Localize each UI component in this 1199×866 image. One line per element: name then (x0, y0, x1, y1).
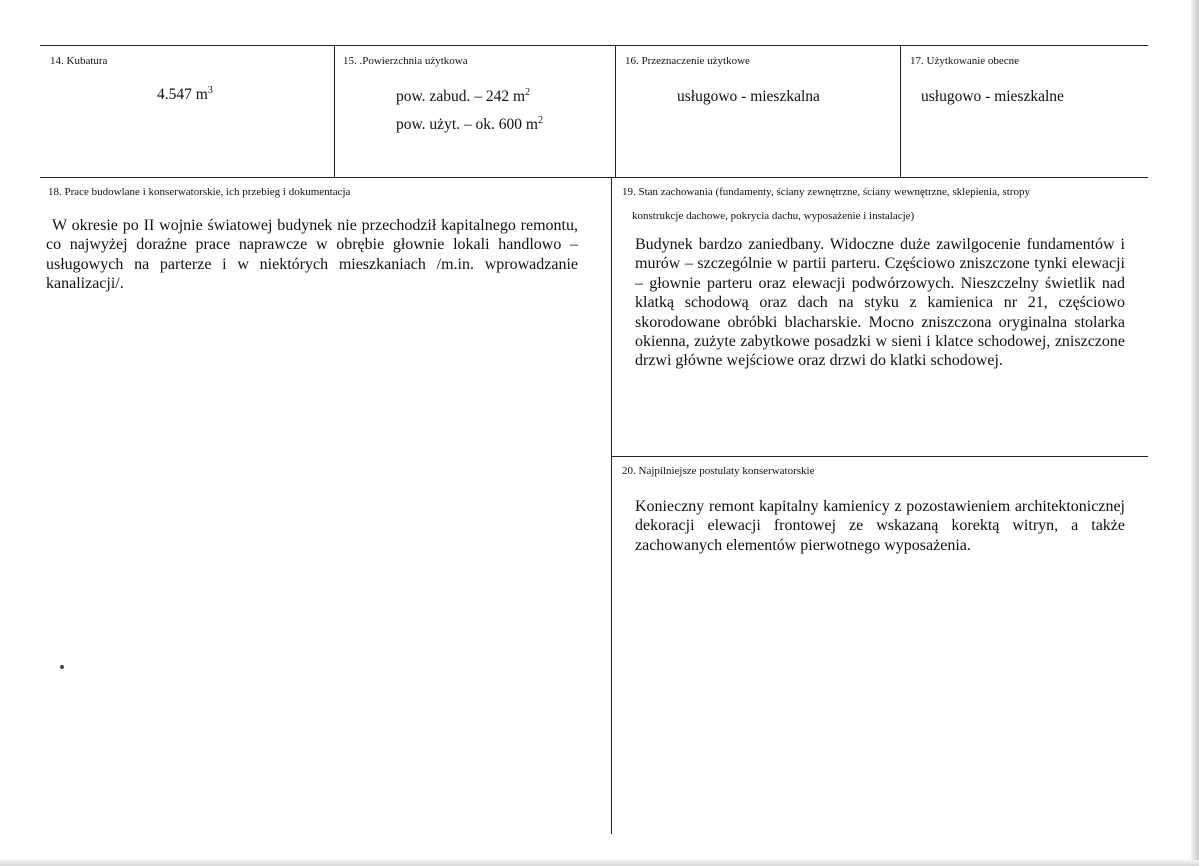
field-15-line2-text: pow. użyt. – ok. 600 m (396, 116, 538, 133)
scan-speck (60, 665, 64, 669)
field-14-label: 14. Kubatura (50, 55, 108, 67)
col-divider-15-16 (615, 45, 616, 178)
field-15-line1 (396, 86, 530, 108)
field-15-label: 15. .Powierzchnia użytkowa (343, 55, 468, 67)
col-divider-16-17 (900, 45, 901, 178)
field-15-line1-text: pow. zabud. – 242 m (396, 88, 526, 105)
col-divider-18-19 (611, 177, 612, 834)
field-19-label-line1: 19. Stan zachowania (fundamenty, ściany zewnętrzne, ściany wewnętrzne, sklepienia, stropy (622, 186, 1030, 198)
field-18-label: 18. Prace budowlane i konserwatorskie, ich przebieg i dokumentacja (48, 186, 351, 198)
field-16-value: usługowo - mieszkalna (677, 88, 820, 105)
section-19-20-divider (611, 456, 1148, 457)
field-14-value (157, 84, 213, 106)
field-20-text: Konieczny remont kapitalny kamienicy z pozostawieniem architektonicznej dekoracji elewacji frontowej ze wskazaną korektą witryn, a także zachowanych elementów pierwotnego wyposażenia. (635, 498, 1125, 554)
field-17-value: usługowo - mieszkalne (921, 88, 1064, 105)
field-18-text: W okresie po II wojnie światowej budynek nie przechodził kapitalnego remontu, co najwyżej doraźne prace naprawcze w obrębie głownie lokali handlowo – usługowych na parterze i w niektórych mieszkaniach /m.in. wprowadzanie kanalizacji/. (46, 217, 578, 293)
field-15-line1-exponent: 2 (525, 87, 531, 98)
field-20-label: 20. Najpilniejsze postulaty konserwatorskie (622, 465, 815, 477)
field-15-line2-exponent: 2 (537, 115, 543, 126)
scan-edge-right (1191, 0, 1199, 866)
field-16-label: 16. Przeznaczenie użytkowe (625, 55, 750, 67)
top-rule (40, 45, 1148, 46)
field-14-number: 4.547 m (157, 86, 208, 103)
scan-edge-bottom (0, 860, 1199, 866)
field-19-text: Budynek bardzo zaniedbany. Widoczne duże zawilgocenie fundamentów i murów – szczególnie w partii parteru. Częściowo zniszczone tynki elewacji – głownie parteru oraz elewacji podwórzowych. Nieszczelny świetlik nad klatką schodową oraz dach na styku z kamienica nr 21, częściowo skorodowane obróbki blacharskie. Mocno zniszczona oryginalna stolarka okienna, zużyte zabytkowe posadzki w sieni i klatce schodowej, zniszczone drzwi główne wejściowe oraz drzwi do klatki schodowej. (635, 236, 1125, 370)
field-15-line2 (396, 114, 543, 136)
field-14-exponent: 3 (207, 85, 213, 96)
col-divider-14-15 (334, 45, 335, 178)
field-19-label-line2: konstrukcje dachowe, pokrycia dachu, wyposażenie i instalacje) (632, 210, 915, 222)
field-17-label: 17. Użytkowanie obecne (910, 55, 1020, 67)
row-divider (40, 177, 1148, 178)
